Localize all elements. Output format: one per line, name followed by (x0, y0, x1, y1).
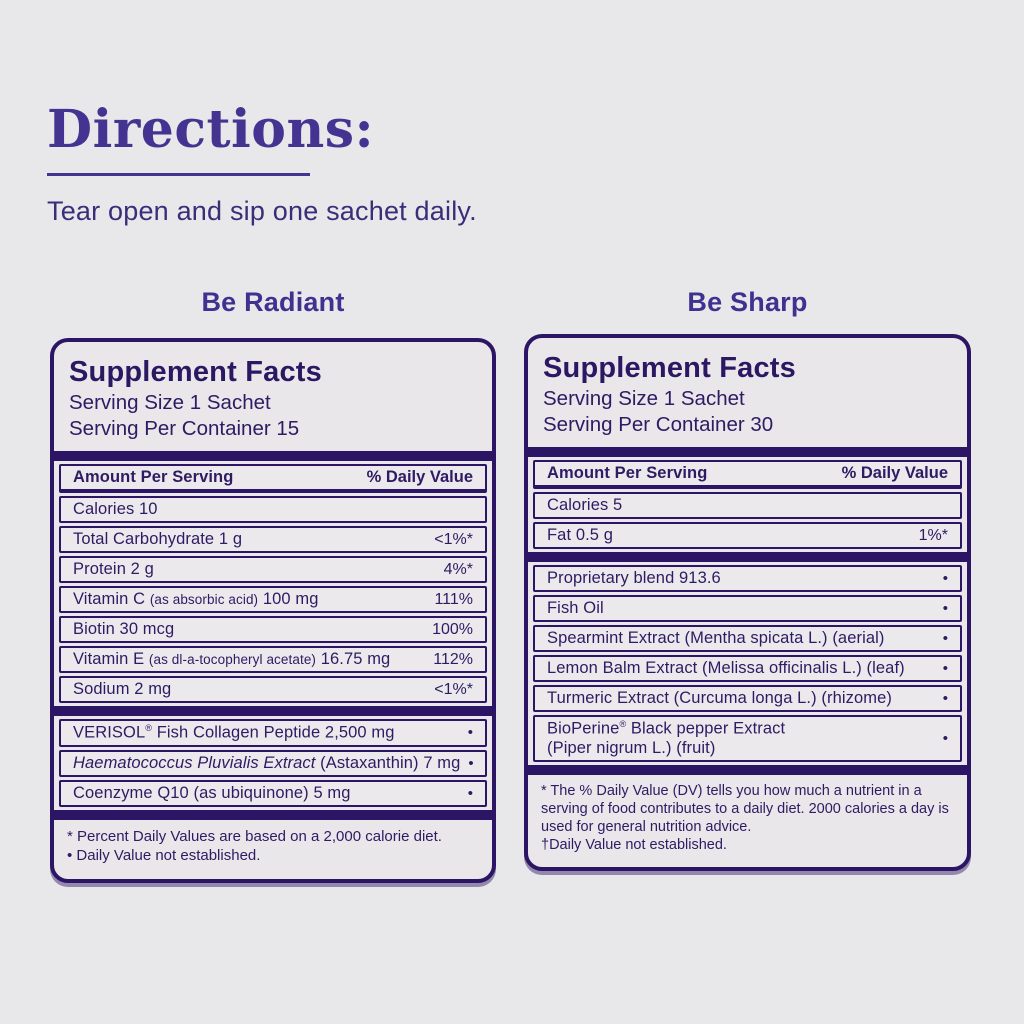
footnote-line: * The % Daily Value (DV) tells you how much a nutrient in a serving of food contributes to a daily diet. 2000 calories a day is used for general nutrition advice. (541, 782, 949, 835)
nutrient-value: 112% (433, 650, 473, 668)
nutrient-label: Fat 0.5 g (547, 526, 614, 544)
nutrient-label: Coenzyme Q10 (as ubiquinone) 5 mg (73, 783, 351, 802)
nutrient-value: 100% (432, 620, 473, 638)
section-divider-bar (528, 552, 967, 562)
nutrient-row (533, 522, 962, 549)
footnote (54, 820, 492, 879)
nutrient-label: Amount Per Serving (73, 468, 234, 486)
supplement-facts-panel-be-sharp (524, 334, 971, 871)
nutrient-row (533, 655, 962, 682)
nutrient-row (59, 750, 487, 777)
nutrient-label: Vitamin C (as absorbic acid) 100 mg (73, 590, 319, 608)
supplement-facts-title: Supplement Facts (543, 352, 796, 384)
panel-header (528, 338, 967, 447)
nutrient-value: • (467, 784, 473, 802)
nutrient-row (59, 616, 487, 643)
serving-size: Serving Size 1 Sachet (543, 387, 745, 410)
nutrient-label: Amount Per Serving (547, 464, 708, 482)
section-divider-bar (54, 810, 492, 820)
serving-size: Serving Size 1 Sachet (69, 391, 271, 414)
nutrient-row (59, 646, 487, 673)
nutrient-row (59, 676, 487, 703)
nutrient-row (59, 719, 487, 747)
nutrient-row (59, 780, 487, 807)
nutrient-row (59, 586, 487, 613)
footnote-line: • Daily Value not established. (67, 847, 261, 864)
supplement-facts-panel-be-radiant (50, 338, 496, 883)
nutrient-label: Lemon Balm Extract (Melissa officinalis L.) (leaf) (547, 659, 905, 677)
nutrient-value: 111% (434, 590, 473, 608)
footnote-line: * Percent Daily Values are based on a 2,000 calorie diet. (67, 827, 442, 845)
nutrient-row (533, 595, 962, 622)
nutrient-label: Calories 10 (73, 500, 158, 518)
section-divider-bar (54, 706, 492, 716)
supplement-facts-title: Supplement Facts (69, 356, 322, 388)
nutrient-label: Turmeric Extract (Curcuma longa L.) (rhizome) (547, 689, 892, 707)
nutrient-row (59, 496, 487, 523)
nutrient-value: • (942, 690, 948, 707)
nutrient-label: Spearmint Extract (Mentha spicata L.) (aerial) (547, 629, 885, 647)
directions-section (47, 99, 477, 227)
nutrient-value: • (942, 660, 948, 677)
nutrient-label: Vitamin E (as dl-a-tocopheryl acetate) 16.75 mg (73, 650, 391, 668)
footnote-line: †Daily Value not established. (541, 836, 727, 853)
servings-per-container: Serving Per Container 15 (69, 417, 300, 440)
nutrient-row (533, 565, 962, 592)
nutrient-label: Fish Oil (547, 599, 604, 617)
nutrient-value: • (468, 754, 474, 772)
nutrient-row (533, 625, 962, 652)
nutrient-value: 4%* (443, 560, 473, 578)
nutrient-label: VERISOL® Fish Collagen Peptide 2,500 mg (73, 723, 395, 742)
nutrient-label: Calories 5 (547, 496, 623, 514)
section-divider-bar (54, 451, 492, 461)
column-header-row (59, 464, 487, 493)
servings-per-container: Serving Per Container 30 (543, 413, 774, 436)
nutrient-row (533, 492, 962, 519)
directions-subtitle: Tear open and sip one sachet daily. (47, 196, 477, 227)
nutrient-value: 1%* (918, 526, 948, 544)
panel-caption-be-sharp: Be Sharp (687, 287, 808, 317)
nutrient-value: • (942, 570, 948, 587)
section-divider-bar (528, 447, 967, 457)
nutrient-value: • (467, 724, 473, 742)
nutrient-label: Biotin 30 mcg (73, 620, 175, 638)
footnote (528, 775, 967, 867)
nutrient-label: Sodium 2 mg (73, 680, 172, 698)
nutrient-value: • (942, 729, 948, 747)
column-header-row (533, 460, 962, 489)
nutrient-row (59, 526, 487, 553)
nutrient-value: • (942, 600, 948, 617)
nutrient-row (533, 715, 962, 762)
panel-header (54, 342, 492, 451)
directions-title: Directions: (47, 99, 375, 160)
nutrient-label: BioPerine® Black pepper Extract (Piper nigrum L.) (fruit) (547, 719, 786, 757)
nutrient-label: Total Carbohydrate 1 g (73, 530, 243, 548)
nutrient-value: • (942, 630, 948, 647)
directions-underline (47, 173, 310, 176)
panel-caption-be-radiant: Be Radiant (201, 287, 345, 317)
nutrient-label: Haematococcus Pluvialis Extract (Astaxanthin) 7 mg (73, 753, 461, 772)
nutrient-value: % Daily Value (366, 468, 473, 486)
nutrient-label: Proprietary blend 913.6 (547, 569, 721, 587)
nutrient-value: % Daily Value (841, 464, 948, 482)
section-divider-bar (528, 765, 967, 775)
nutrient-row (59, 556, 487, 583)
nutrient-row (533, 685, 962, 712)
nutrient-label: Protein 2 g (73, 560, 154, 578)
nutrient-value: <1%* (434, 680, 473, 698)
nutrient-rows (528, 447, 967, 775)
nutrient-rows (54, 451, 492, 820)
nutrient-value: <1%* (434, 530, 473, 548)
